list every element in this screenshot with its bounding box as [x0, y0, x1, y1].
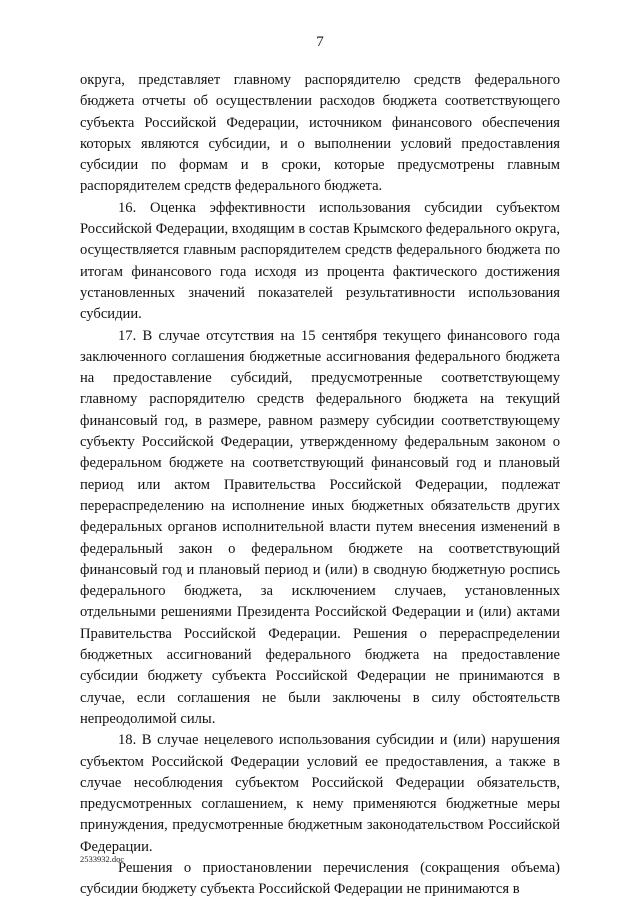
page-number: 7 [316, 34, 324, 50]
paragraph-18-continued: Решения о приостановлении перечисления (сокращения объема) субсидии бюджету субъекта Российской Федерации не принимаются в [80, 859, 560, 898]
paragraph-16: 16. Оценка эффективности использования субсидии субъектом Российской Федерации, входящим в состав Крымского федерального округа, осуществляется главным распорядителем средств федерального бюджета по итогам финансового года исходя из процента фактического достижения установленных значений показателей результативности использования субсидии. [80, 199, 560, 323]
paragraph-18: 18. В случае нецелевого использования субсидии и (или) нарушения субъектом Российской Федерации условий ее предоставления, а также в случае несоблюдения субъектом Российской Федерации обязательств, предусмотренных соглашением, к нему применяются бюджетные меры принуждения, предусмотренные бюджетным законодательством Российской Федерации. [80, 732, 560, 855]
paragraph-continuation: округа, представляет главному распорядителю средств федерального бюджета отчеты об осуществлении расходов бюджета соответствующего субъекта Российской Федерации, источником финансового обеспечения которых являются субсидии, и о выполнении условий предоставления субсидии по формам и в сроки, которые предусмотрены главным распорядителем средств федерального бюджета. [80, 72, 560, 195]
document-body [80, 70, 560, 901]
paragraph-17: 17. В случае отсутствия на 15 сентября текущего финансового года заключенного соглашения бюджетные ассигнования федерального бюджета на предоставление субсидий, предусмотренные соответствующему главному распорядителю средств федерального бюджета на текущий финансовый год, в размере, равном размеру субсидии соответствующему субъекту Российской Федерации, утвержденному федеральным законом о федеральном бюджете на соответствующий финансовый год и плановый период или актом Правительства Российской Федерации, подлежат перераспределению на исполнение иных бюджетных обязательств других федеральных органов исполнительной власти путем внесения изменений в федеральный закон о федеральном бюджете на соответствующий финансовый год и плановый период и (или) в сводную бюджетную роспись федерального бюджета, за исключением случаев, установленных отдельными решениями Президента Российской Федерации и (или) актами Правительства Российской Федерации. Решения о перераспределении бюджетных ассигнований федерального бюджета на предоставление субсидии бюджету субъекта Российской Федерации не принимаются в случае, если соглашения не были заключены в силу обстоятельств непреодолимой силы. [80, 327, 560, 727]
footer-filename: 2533932.doc [80, 854, 125, 864]
